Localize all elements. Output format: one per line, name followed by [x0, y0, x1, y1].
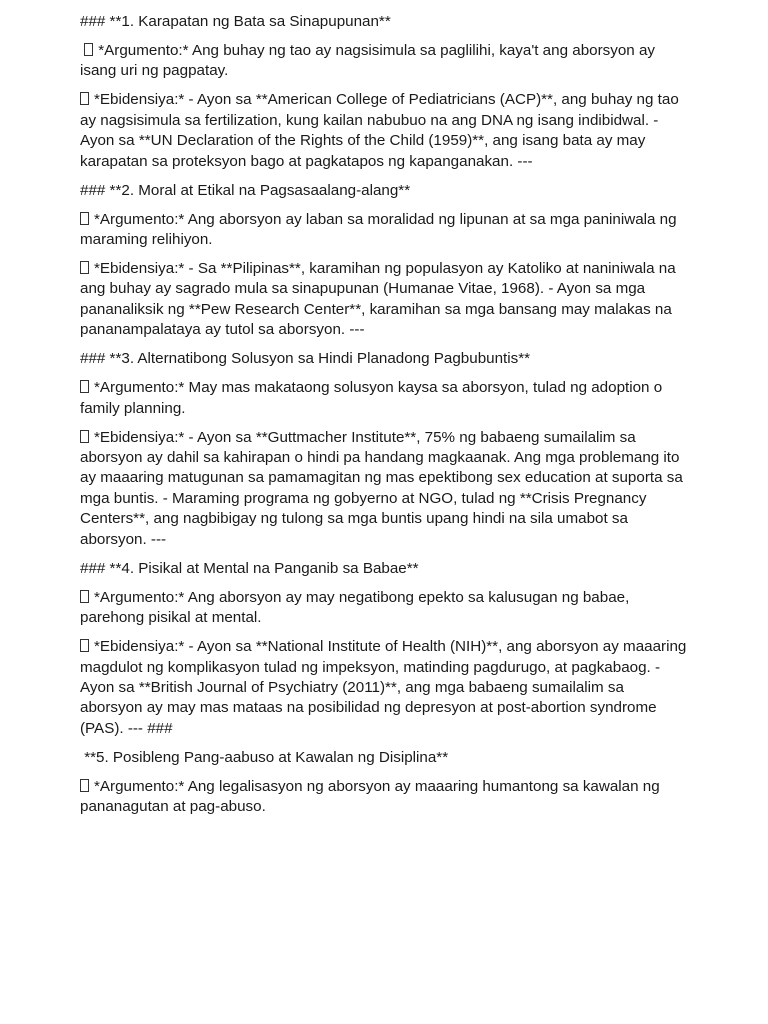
section-5-heading: **5. Posibleng Pang-aabuso at Kawalan ng Disiplina** [80, 748, 449, 766]
argument-text: *Argumento:* Ang aborsyon ay may negatibong epekto sa kalusugan ng babae, parehong pisikal at mental. [80, 588, 630, 627]
missing-glyph-icon [84, 43, 93, 56]
section-4-argument [80, 588, 690, 629]
section-2-evidence [80, 259, 690, 341]
missing-glyph-icon [80, 261, 89, 274]
argument-text: *Argumento:* Ang buhay ng tao ay nagsisimula sa paglilihi, kaya't ang aborsyon ay isang uri ng pagpatay. [80, 42, 655, 80]
section-1-heading: ### **1. Karapatan ng Bata sa Sinapupunan** [80, 13, 391, 30]
missing-glyph-icon [80, 92, 89, 105]
argument-text: *Argumento:* May mas makataong solusyon kaysa sa aborsyon, tulad ng adoption o family planning. [80, 379, 663, 417]
missing-glyph-icon [80, 639, 89, 652]
document-page [80, 12, 690, 826]
section-1-argument [80, 41, 690, 82]
missing-glyph-icon [80, 212, 89, 225]
section-4-evidence [80, 637, 690, 739]
section-1-evidence [80, 90, 690, 172]
argument-text: *Argumento:* Ang legalisasyon ng aborsyon ay maaaring humantong sa kawalan ng pananagutan at pag-abuso. [80, 777, 660, 816]
evidence-text: *Ebidensiya:* - Ayon sa **American College of Pediatricians (ACP)**, ang buhay ng tao ay nagsisimula sa fertilization, kung kailan nabubuo na ang DNA ng isang indibidwal. - Ayon sa **UN Declaration of the Rights of the Child (1959)**, ang isang bata ay may karapatan sa proteksyon bago at pagkatapos ng kapanganakan. --- [80, 91, 679, 170]
evidence-text: *Ebidensiya:* - Ayon sa **Guttmacher Institute**, 75% ng babaeng sumailalim sa aborsyon ay dahil sa kahirapan o hindi pa handang magkaanak. Ang mga problemang ito ay maaaring matugunan sa pamamagitan ng mas epektibong sex education at suporta sa mga buntis. - Maraming programa ng gobyerno at NGO, tulad ng **Crisis Pregnancy Centers**, ang nagbibigay ng tulong sa mga buntis upang hindi na sila umabot sa aborsyon. --- [80, 428, 683, 548]
evidence-text: *Ebidensiya:* - Ayon sa **National Institute of Health (NIH)**, ang aborsyon ay maaaring magdulot ng komplikasyon tulad ng impeksyon, matinding pagdurugo, at pagkabaog. - Ayon sa **British Journal of Psychiatry (2011)**, ang mga babaeng sumailalim sa aborsyon ay may mas mataas na posibilidad ng depresyon at post-abortion syndrome (PAS). --- ### [80, 638, 687, 737]
evidence-text: *Ebidensiya:* - Sa **Pilipinas**, karamihan ng populasyon ay Katoliko at naniniwala na ang buhay ay sagrado mula sa sinapupunan (Humanae Vitae, 1968). - Ayon sa mga pananaliksik ng **Pew Research Center**, karamihan sa mga bansang may malakas na pananampalataya ay tutol sa aborsyon. --- [80, 260, 676, 339]
missing-glyph-icon [80, 380, 89, 393]
missing-glyph-icon [80, 430, 89, 443]
section-4-heading: ### **4. Pisikal at Mental na Panganib sa Babae** [80, 559, 419, 577]
section-3-evidence [80, 428, 690, 550]
section-2-argument [80, 210, 690, 251]
argument-text: *Argumento:* Ang aborsyon ay laban sa moralidad ng lipunan at sa mga paniniwala ng maraming relihiyon. [80, 210, 677, 249]
section-3-heading: ### **3. Alternatibong Solusyon sa Hindi Planadong Pagbubuntis** [80, 350, 531, 368]
section-5-argument [80, 777, 690, 818]
missing-glyph-icon [80, 779, 89, 792]
section-3-argument [80, 378, 690, 419]
missing-glyph-icon [80, 590, 89, 603]
section-2-heading: ### **2. Moral at Etikal na Pagsasaalang-alang** [80, 181, 411, 199]
